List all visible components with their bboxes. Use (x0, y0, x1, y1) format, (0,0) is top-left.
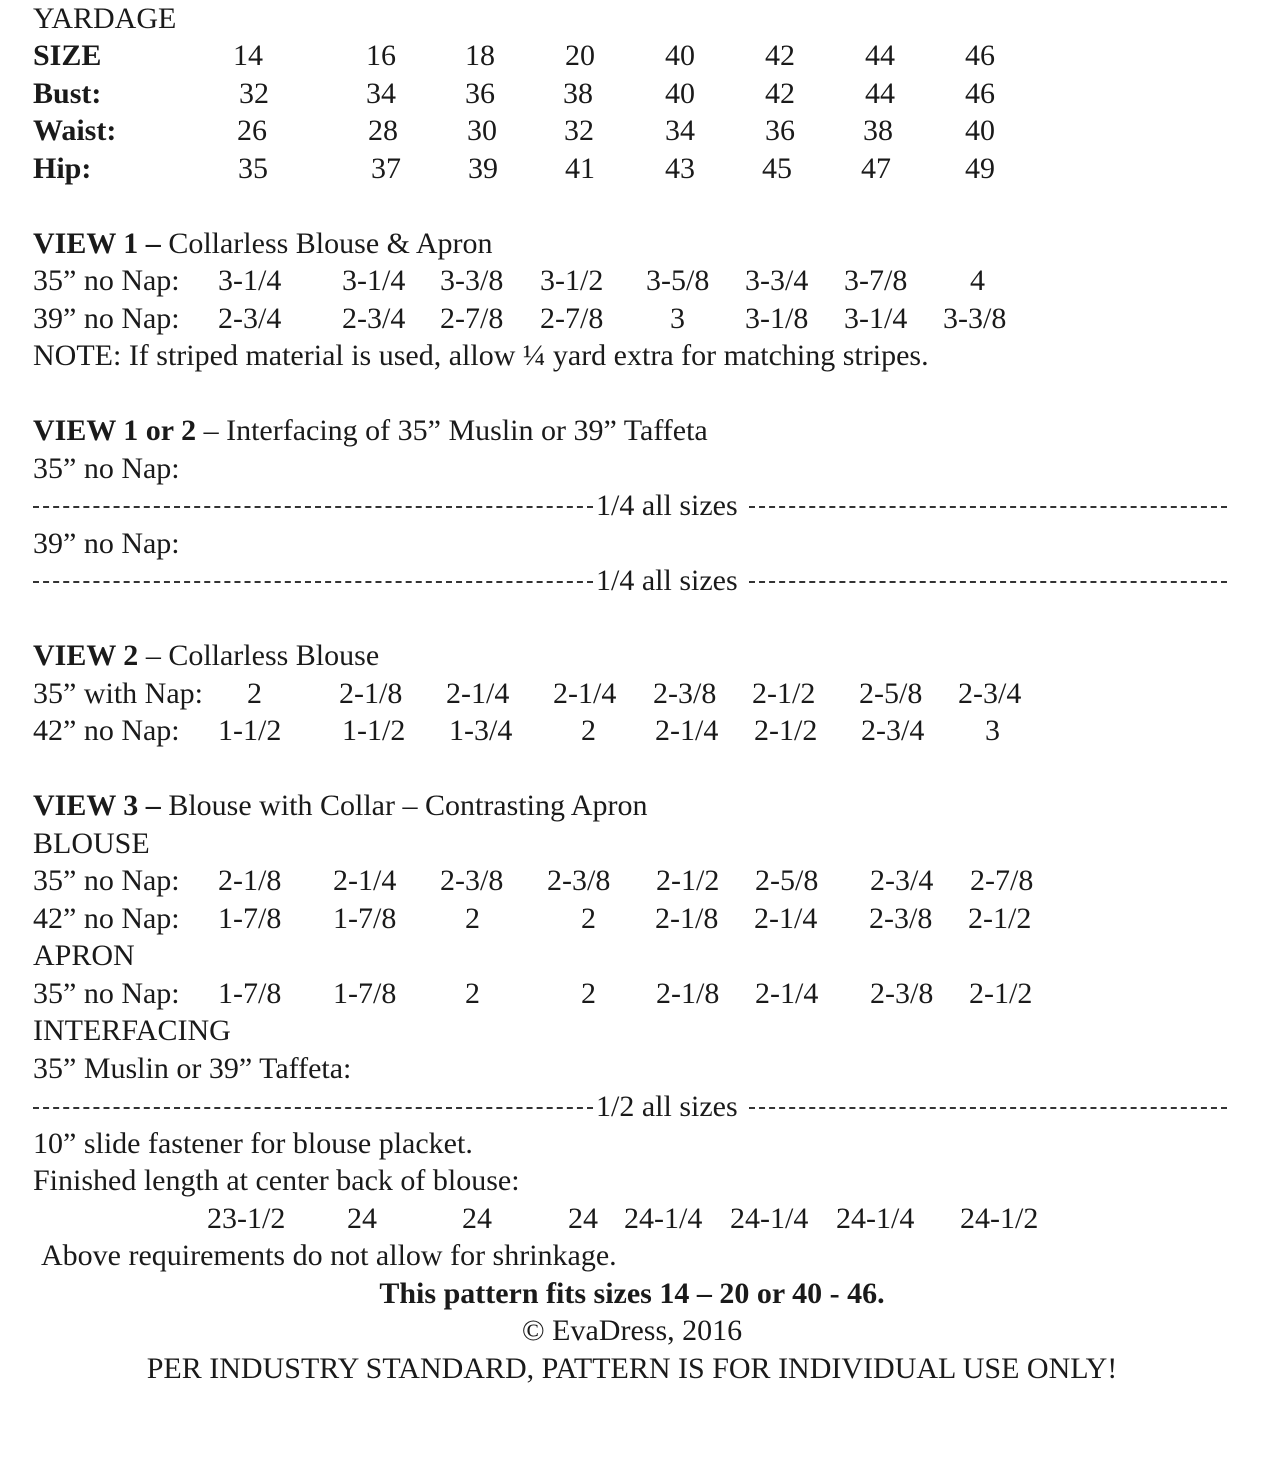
view1-heading (33, 225, 492, 263)
all-sizes-value: 1/4 all sizes (596, 489, 738, 522)
yardage-value: 2-1/4 (446, 677, 510, 710)
length-value: 24-1/2 (960, 1202, 1039, 1235)
dash-rule (33, 581, 593, 583)
dash-rule (749, 506, 1227, 508)
yardage-value: 2 (465, 977, 480, 1010)
view2-row-35 (33, 675, 1043, 713)
yardage-value: 3-1/4 (218, 264, 282, 297)
yardage-value: 1-1/2 (342, 714, 406, 747)
bust-value: 34 (366, 77, 396, 110)
row-label: 39” no Nap: (33, 302, 180, 335)
yardage-value: 2-1/8 (218, 864, 282, 897)
yardage-value: 3-1/2 (540, 264, 604, 297)
bust-row (33, 75, 1033, 113)
hip-value: 39 (468, 152, 498, 185)
waist-value: 40 (965, 114, 995, 147)
yardage-value: 2-3/8 (440, 864, 504, 897)
size-label: SIZE (33, 39, 102, 72)
length-value: 24-1/4 (624, 1202, 703, 1235)
view1-row-39 (33, 300, 1033, 338)
view2-heading (33, 637, 379, 675)
size-value: 42 (765, 39, 795, 72)
bust-value: 42 (765, 77, 795, 110)
yardage-value: 3-1/8 (745, 302, 809, 335)
yardage-value: 2-5/8 (755, 864, 819, 897)
hip-value: 49 (965, 152, 995, 185)
yardage-value: 2 (465, 902, 480, 935)
yardage-value: 1-7/8 (333, 977, 397, 1010)
dash-rule (749, 1107, 1227, 1109)
yardage-value: 2-3/4 (218, 302, 282, 335)
view12-heading-text: – Interfacing of 35” Muslin or 39” Taffeta (196, 414, 708, 447)
copyright: © EvaDress, 2016 (521, 1314, 743, 1347)
yardage-value: 1-7/8 (333, 902, 397, 935)
page-title: YARDAGE (33, 2, 177, 35)
hip-value: 47 (861, 152, 891, 185)
waist-value: 34 (665, 114, 695, 147)
yardage-value: 1-7/8 (218, 902, 282, 935)
blouse-subheading: BLOUSE (33, 827, 150, 860)
row-label: 42” no Nap: (33, 902, 180, 935)
bust-value: 46 (965, 77, 995, 110)
shrinkage-note: Above requirements do not allow for shrinkage. (41, 1239, 617, 1272)
yardage-value: 3-3/8 (943, 302, 1007, 335)
view12-label-39: 39” no Nap: (33, 527, 180, 560)
yardage-value: 2-3/4 (958, 677, 1022, 710)
yardage-value: 3-1/4 (844, 302, 908, 335)
interfacing-subheading: INTERFACING (33, 1014, 231, 1047)
yardage-value: 2-3/8 (869, 902, 933, 935)
yardage-value: 1-1/2 (218, 714, 282, 747)
view2-row-42 (33, 712, 1043, 750)
yardage-value: 2-3/4 (861, 714, 925, 747)
yardage-value: 2-1/2 (969, 977, 1033, 1010)
view2-heading-text: – Collarless Blouse (138, 639, 380, 672)
yardage-value: 1-3/4 (449, 714, 513, 747)
yardage-value: 2-1/4 (655, 714, 719, 747)
usage-notice: PER INDUSTRY STANDARD, PATTERN IS FOR INDIVIDUAL USE ONLY! (146, 1352, 1118, 1385)
yardage-value: 2-7/8 (540, 302, 604, 335)
yardage-value: 2-7/8 (440, 302, 504, 335)
waist-value: 26 (237, 114, 267, 147)
view3-heading-text: Blouse with Collar – Contrasting Apron (160, 789, 648, 822)
yardage-value: 2 (581, 902, 596, 935)
length-value: 24-1/4 (730, 1202, 809, 1235)
hip-value: 35 (238, 152, 268, 185)
yardage-value: 2 (581, 714, 596, 747)
yardage-value: 2 (247, 677, 262, 710)
bust-value: 44 (865, 77, 895, 110)
size-fit-statement: This pattern fits sizes 14 – 20 or 40 - 46. (379, 1277, 885, 1310)
waist-label: Waist: (33, 114, 117, 147)
dash-rule (33, 506, 593, 508)
hip-value: 45 (762, 152, 792, 185)
length-value: 24 (347, 1202, 377, 1235)
yardage-value: 2-1/8 (656, 977, 720, 1010)
size-value: 14 (233, 39, 263, 72)
yardage-value: 2-3/8 (870, 977, 934, 1010)
view3-blouse-row-35 (33, 862, 1053, 900)
yardage-value: 2-7/8 (970, 864, 1034, 897)
yardage-value: 2-1/4 (553, 677, 617, 710)
hip-value: 43 (665, 152, 695, 185)
view12-heading-bold: VIEW 1 or 2 (33, 414, 197, 447)
yardage-value: 3-5/8 (646, 264, 710, 297)
hip-label: Hip: (33, 152, 92, 185)
yardage-value: 2-1/4 (755, 977, 819, 1010)
view3-heading (33, 787, 647, 825)
bust-value: 32 (239, 77, 269, 110)
view12-label-35: 35” no Nap: (33, 452, 180, 485)
view1-heading-bold: VIEW 1 – (33, 227, 161, 260)
row-label: 35” with Nap: (33, 677, 203, 710)
dash-rule (749, 581, 1227, 583)
all-sizes-value: 1/4 all sizes (596, 564, 738, 597)
yardage-value: 4 (970, 264, 985, 297)
view3-heading-bold: VIEW 3 – (33, 789, 161, 822)
yardage-value: 2-5/8 (859, 677, 923, 710)
length-value: 24 (568, 1202, 598, 1235)
length-value: 24 (462, 1202, 492, 1235)
length-value: 23-1/2 (207, 1202, 286, 1235)
yardage-value: 2-3/8 (653, 677, 717, 710)
yardage-value: 3 (670, 302, 685, 335)
size-value: 40 (665, 39, 695, 72)
waist-value: 28 (368, 114, 398, 147)
yardage-value: 3-1/4 (342, 264, 406, 297)
size-value: 20 (565, 39, 595, 72)
apron-subheading: APRON (33, 939, 135, 972)
yardage-value: 2-3/4 (342, 302, 406, 335)
yardage-value: 2-1/8 (339, 677, 403, 710)
row-label: 35” no Nap: (33, 977, 180, 1010)
view12-dashed-line-39 (33, 562, 1228, 600)
view12-dashed-line-35 (33, 487, 1228, 525)
yardage-value: 1-7/8 (218, 977, 282, 1010)
view1-note: NOTE: If striped material is used, allow ¼ yard extra for matching stripes. (33, 339, 929, 372)
fastener-note: 10” slide fastener for blouse placket. (33, 1127, 473, 1160)
yardage-value: 3-7/8 (844, 264, 908, 297)
hip-row (33, 150, 1033, 188)
size-value: 46 (965, 39, 995, 72)
size-row (33, 37, 1033, 75)
yardage-value: 3-3/8 (440, 264, 504, 297)
all-sizes-value: 1/2 all sizes (596, 1090, 738, 1123)
size-value: 18 (465, 39, 495, 72)
yardage-value: 2-1/4 (333, 864, 397, 897)
length-value: 24-1/4 (836, 1202, 915, 1235)
finished-length-label: Finished length at center back of blouse: (33, 1164, 520, 1197)
view12-heading (33, 412, 708, 450)
bust-value: 40 (665, 77, 695, 110)
finished-length-row (33, 1200, 1063, 1238)
view3-apron-row-35 (33, 975, 1053, 1013)
hip-value: 41 (565, 152, 595, 185)
waist-value: 30 (467, 114, 497, 147)
yardage-value: 2-3/4 (870, 864, 934, 897)
row-label: 35” no Nap: (33, 264, 180, 297)
size-value: 44 (865, 39, 895, 72)
view3-blouse-row-42 (33, 900, 1053, 938)
view2-heading-bold: VIEW 2 (33, 639, 139, 672)
waist-value: 32 (564, 114, 594, 147)
yardage-value: 2-1/2 (656, 864, 720, 897)
waist-value: 36 (765, 114, 795, 147)
row-label: 35” no Nap: (33, 864, 180, 897)
yardage-value: 3-3/4 (745, 264, 809, 297)
yardage-value: 2-1/2 (754, 714, 818, 747)
view1-row-35 (33, 262, 1033, 300)
row-label: 42” no Nap: (33, 714, 180, 747)
yardage-value: 2-3/8 (547, 864, 611, 897)
bust-value: 38 (563, 77, 593, 110)
yardage-value: 2-1/8 (655, 902, 719, 935)
waist-value: 38 (863, 114, 893, 147)
yardage-value: 2 (581, 977, 596, 1010)
size-value: 16 (366, 39, 396, 72)
yardage-value: 2-1/4 (754, 902, 818, 935)
yardage-value: 2-1/2 (752, 677, 816, 710)
view1-heading-text: Collarless Blouse & Apron (160, 227, 493, 260)
dash-rule (33, 1107, 593, 1109)
bust-value: 36 (465, 77, 495, 110)
bust-label: Bust: (33, 77, 102, 110)
interfacing-dashed-line (33, 1088, 1228, 1126)
hip-value: 37 (371, 152, 401, 185)
interfacing-fabric-label: 35” Muslin or 39” Taffeta: (33, 1052, 352, 1085)
yardage-value: 2-1/2 (968, 902, 1032, 935)
waist-row (33, 112, 1033, 150)
yardage-value: 3 (985, 714, 1000, 747)
